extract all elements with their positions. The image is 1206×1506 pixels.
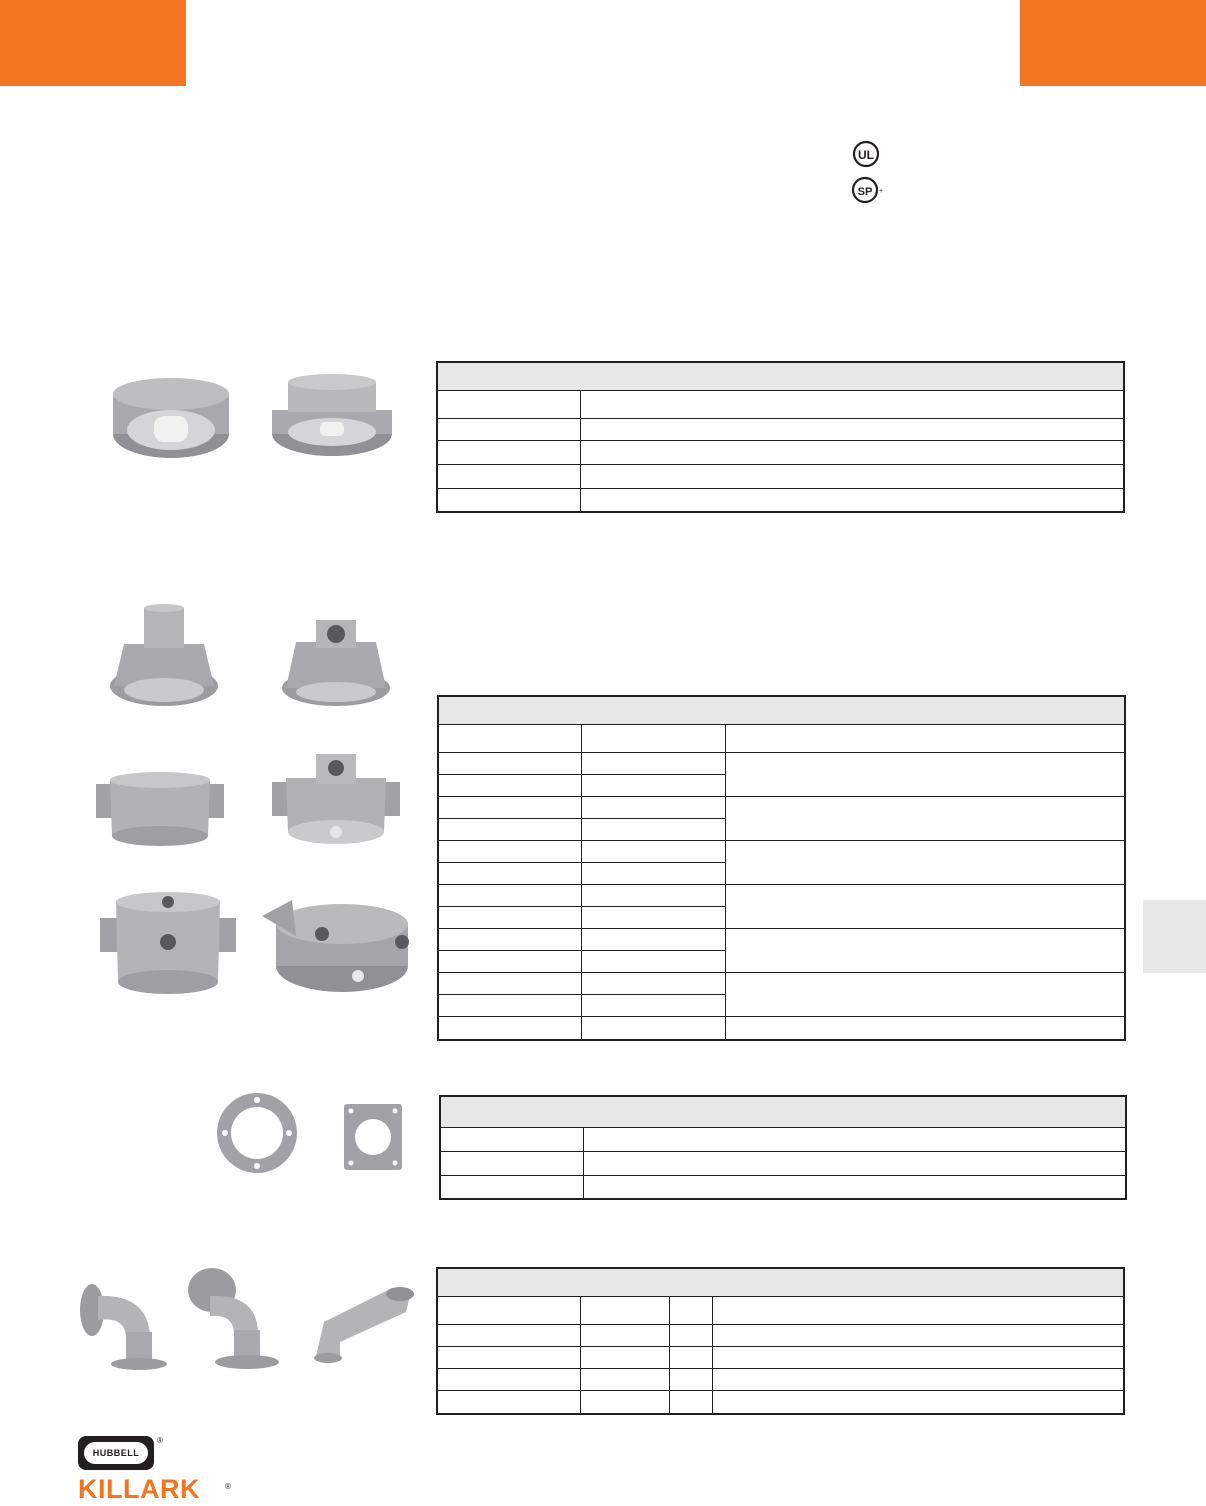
table-cell xyxy=(580,418,1124,440)
table-cell xyxy=(580,390,1124,418)
hood-photo-2 xyxy=(280,618,392,708)
table-cell xyxy=(581,928,725,950)
table-header xyxy=(438,696,1125,724)
table-cell xyxy=(580,464,1124,488)
table-cell xyxy=(438,862,581,884)
hubbell-registered-mark: ® xyxy=(157,1436,163,1445)
table-cell xyxy=(581,862,725,884)
table-cell xyxy=(725,752,1125,796)
box-photo-4 xyxy=(262,896,412,1000)
spec-table-4 xyxy=(436,1267,1125,1415)
table-cell xyxy=(437,418,580,440)
table-cell xyxy=(669,1390,712,1414)
spec-table-1 xyxy=(436,361,1125,513)
table-cell xyxy=(438,906,581,928)
lampholder-cap-photo-2 xyxy=(268,374,396,460)
table-cell xyxy=(725,724,1125,752)
table-header xyxy=(437,1268,1124,1296)
spec-table-2 xyxy=(437,695,1126,1041)
table-cell xyxy=(581,972,725,994)
table-cell xyxy=(437,1346,580,1368)
table-cell xyxy=(438,972,581,994)
table-cell xyxy=(438,818,581,840)
hubbell-killark-logo xyxy=(78,1436,231,1504)
table-cell xyxy=(581,884,725,906)
table-cell xyxy=(438,724,581,752)
hubbell-wordmark: HUBBELL xyxy=(84,1442,148,1464)
table-cell xyxy=(438,928,581,950)
table-cell xyxy=(440,1175,583,1199)
table-cell xyxy=(712,1324,1124,1346)
table-cell xyxy=(581,906,725,928)
table-cell xyxy=(725,928,1125,972)
top-left-tab xyxy=(0,0,186,86)
table-cell xyxy=(438,796,581,818)
killark-wordmark: KILLARK xyxy=(78,1474,200,1504)
table-cell xyxy=(440,1127,583,1151)
table-cell xyxy=(438,1016,581,1040)
table-cell xyxy=(725,1016,1125,1040)
table-cell xyxy=(580,1390,669,1414)
extension-arm-photo xyxy=(310,1282,416,1364)
table-cell xyxy=(437,488,580,512)
table-cell xyxy=(437,464,580,488)
table-cell xyxy=(437,1324,580,1346)
table-cell xyxy=(583,1175,1126,1199)
table-cell xyxy=(438,774,581,796)
table-cell xyxy=(438,840,581,862)
table-cell xyxy=(669,1368,712,1390)
table-cell xyxy=(437,1296,580,1324)
elbow-photo-2 xyxy=(184,1266,282,1370)
table-cell xyxy=(440,1151,583,1175)
ul-listed-mark xyxy=(852,140,880,168)
table-cell xyxy=(438,884,581,906)
csa-mark xyxy=(852,176,882,204)
lampholder-cap-photo-1 xyxy=(108,372,234,462)
table-cell xyxy=(669,1346,712,1368)
table-cell xyxy=(669,1296,712,1324)
table-cell xyxy=(438,752,581,774)
spec-table-3 xyxy=(439,1095,1127,1200)
table-cell xyxy=(581,774,725,796)
table-cell xyxy=(438,994,581,1016)
square-mounting-plate-photo xyxy=(342,1102,404,1172)
svg-text:UL: UL xyxy=(858,148,874,162)
round-mounting-plate-photo xyxy=(216,1090,298,1176)
table-cell xyxy=(581,994,725,1016)
table-cell xyxy=(725,884,1125,928)
hubbell-badge xyxy=(78,1436,154,1470)
svg-text:+: + xyxy=(879,188,884,195)
table-cell xyxy=(725,972,1125,1016)
table-cell xyxy=(581,950,725,972)
section-side-tab xyxy=(1143,900,1206,973)
table-cell xyxy=(712,1346,1124,1368)
table-cell xyxy=(725,796,1125,840)
table-cell xyxy=(669,1324,712,1346)
table-cell xyxy=(712,1296,1124,1324)
table-cell xyxy=(438,950,581,972)
table-cell xyxy=(581,818,725,840)
table-header xyxy=(440,1096,1126,1127)
table-cell xyxy=(712,1390,1124,1414)
table-cell xyxy=(580,1324,669,1346)
killark-registered-mark: ® xyxy=(225,1482,231,1491)
table-cell xyxy=(437,390,580,418)
hood-photo-1 xyxy=(108,604,220,708)
table-cell xyxy=(580,1296,669,1324)
table-cell xyxy=(581,796,725,818)
table-cell xyxy=(437,440,580,464)
table-cell xyxy=(583,1127,1126,1151)
table-cell xyxy=(580,1346,669,1368)
top-right-tab xyxy=(1020,0,1206,86)
table-cell xyxy=(581,1016,725,1040)
table-cell xyxy=(437,1368,580,1390)
table-cell xyxy=(581,724,725,752)
svg-text:SP: SP xyxy=(857,186,873,198)
box-photo-3 xyxy=(100,892,236,998)
elbow-photo-1 xyxy=(78,1280,170,1370)
table-cell xyxy=(725,840,1125,884)
box-photo-2 xyxy=(272,752,400,848)
table-cell xyxy=(580,488,1124,512)
box-photo-1 xyxy=(96,770,224,850)
table-cell xyxy=(583,1151,1126,1175)
table-cell xyxy=(581,840,725,862)
table-cell xyxy=(437,1390,580,1414)
table-header xyxy=(437,362,1124,390)
table-cell xyxy=(581,752,725,774)
table-cell xyxy=(580,1368,669,1390)
table-cell xyxy=(712,1368,1124,1390)
table-cell xyxy=(580,440,1124,464)
